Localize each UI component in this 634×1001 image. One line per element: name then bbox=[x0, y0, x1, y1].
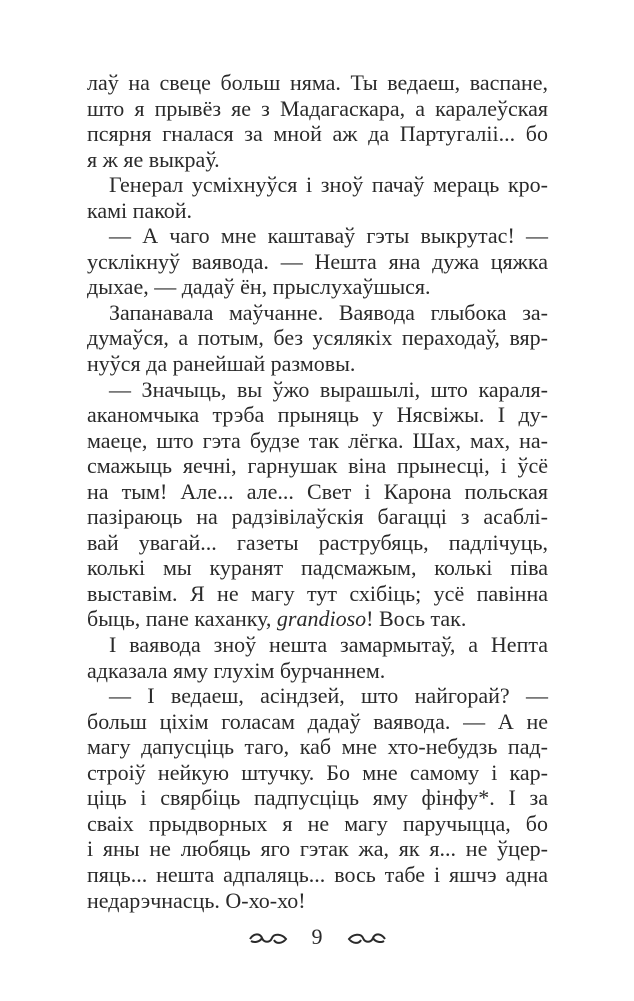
text-line: сваіх прыдворных я не магу паручыцца, бо bbox=[87, 810, 548, 836]
text-line: — І ведаеш, асіндзей, што найгорай? — bbox=[109, 683, 548, 709]
text-line: смажыць яечні, гарнушак віна прынесці, і ўсё bbox=[87, 453, 548, 479]
text-line: камі пакой. bbox=[87, 197, 193, 223]
text-line: маеце, што гэта будзе так лёгка. Шах, мах, на- bbox=[87, 427, 548, 453]
text-line: усклікнуў ваявода. — Нешта яна дужа цяжка bbox=[87, 248, 548, 274]
text-line: колькі мы куранят падсмажым, колькі піва bbox=[87, 555, 548, 581]
text-line: што я прывёз яе з Мадагаскара, а каралеўская bbox=[87, 95, 548, 121]
text-line: думаўся, а потым, без усялякіх пераходаў, вяр- bbox=[87, 325, 548, 351]
page-body-text bbox=[87, 70, 548, 913]
text-line: на тым! Але... але... Свет і Карона польская bbox=[87, 478, 548, 504]
page-number: 9 bbox=[311, 924, 323, 949]
text-line: Генерал усміхнуўся і зноў пачаў мераць кро- bbox=[109, 172, 548, 198]
fleuron-right-icon bbox=[347, 932, 387, 946]
text-segment: быць, пане каханку, bbox=[87, 606, 277, 632]
text-line: Запанавала маўчанне. Ваявода глыбока за- bbox=[109, 299, 548, 325]
text-line: вай увагай... газеты раструбяць, падлічуць, bbox=[87, 529, 548, 555]
text-line: выставім. Я не магу тут схібіць; усё павінна bbox=[87, 580, 548, 606]
text-line: я ж яе выкраў. bbox=[87, 146, 220, 172]
text-line: адказала яму глухім бурчаннем. bbox=[87, 657, 386, 683]
text-segment: ! Вось так. bbox=[366, 606, 467, 632]
text-line: ціць і свярбіць падпусціць яму фінфу*. І за bbox=[87, 785, 548, 811]
italic-word: grandioso bbox=[276, 606, 367, 632]
text-line: строіў нейкую штучку. Бо мне самому і кар- bbox=[87, 759, 548, 785]
text-line: недарэчнасць. О-хо-хо! bbox=[87, 887, 306, 913]
text-line: больш ціхім голасам дадаў ваявода. — А не bbox=[87, 708, 548, 734]
text-line: — Значыць, вы ўжо вырашылі, што караля- bbox=[109, 376, 548, 402]
text-line: І ваявода зноў нешта замармытаў, а Непта bbox=[109, 632, 548, 658]
text-line: пяць... нешта адпаляць... вось табе і яшчэ адна bbox=[87, 861, 548, 887]
text-line: лаў на свеце больш няма. Ты ведаеш, васпане, bbox=[87, 70, 548, 95]
text-line: аканомчыка трэба прыняць у Нясвіжы. І ду- bbox=[87, 402, 548, 428]
page-folio bbox=[0, 924, 634, 950]
text-line bbox=[87, 606, 548, 632]
text-line: — А чаго мне каштаваў гэты выкрутас! — bbox=[109, 223, 548, 249]
fleuron-left-icon bbox=[248, 932, 288, 946]
text-line: псярня гналася за мной аж да Партугаліі... бо bbox=[87, 121, 548, 147]
text-line: дыхае, — дадаў ён, прыслухаўшыся. bbox=[87, 274, 431, 300]
text-line: нуўся да ранейшай размовы. bbox=[87, 351, 356, 377]
text-line: пазіраюць на радзівілаўскія багацці з асаблі- bbox=[87, 504, 548, 530]
text-line: і яны не любяць яго гэтак жа, як я... не ўцер- bbox=[87, 836, 548, 862]
text-line: магу дапусціць таго, каб мне хто-небудзь пад- bbox=[87, 734, 548, 760]
